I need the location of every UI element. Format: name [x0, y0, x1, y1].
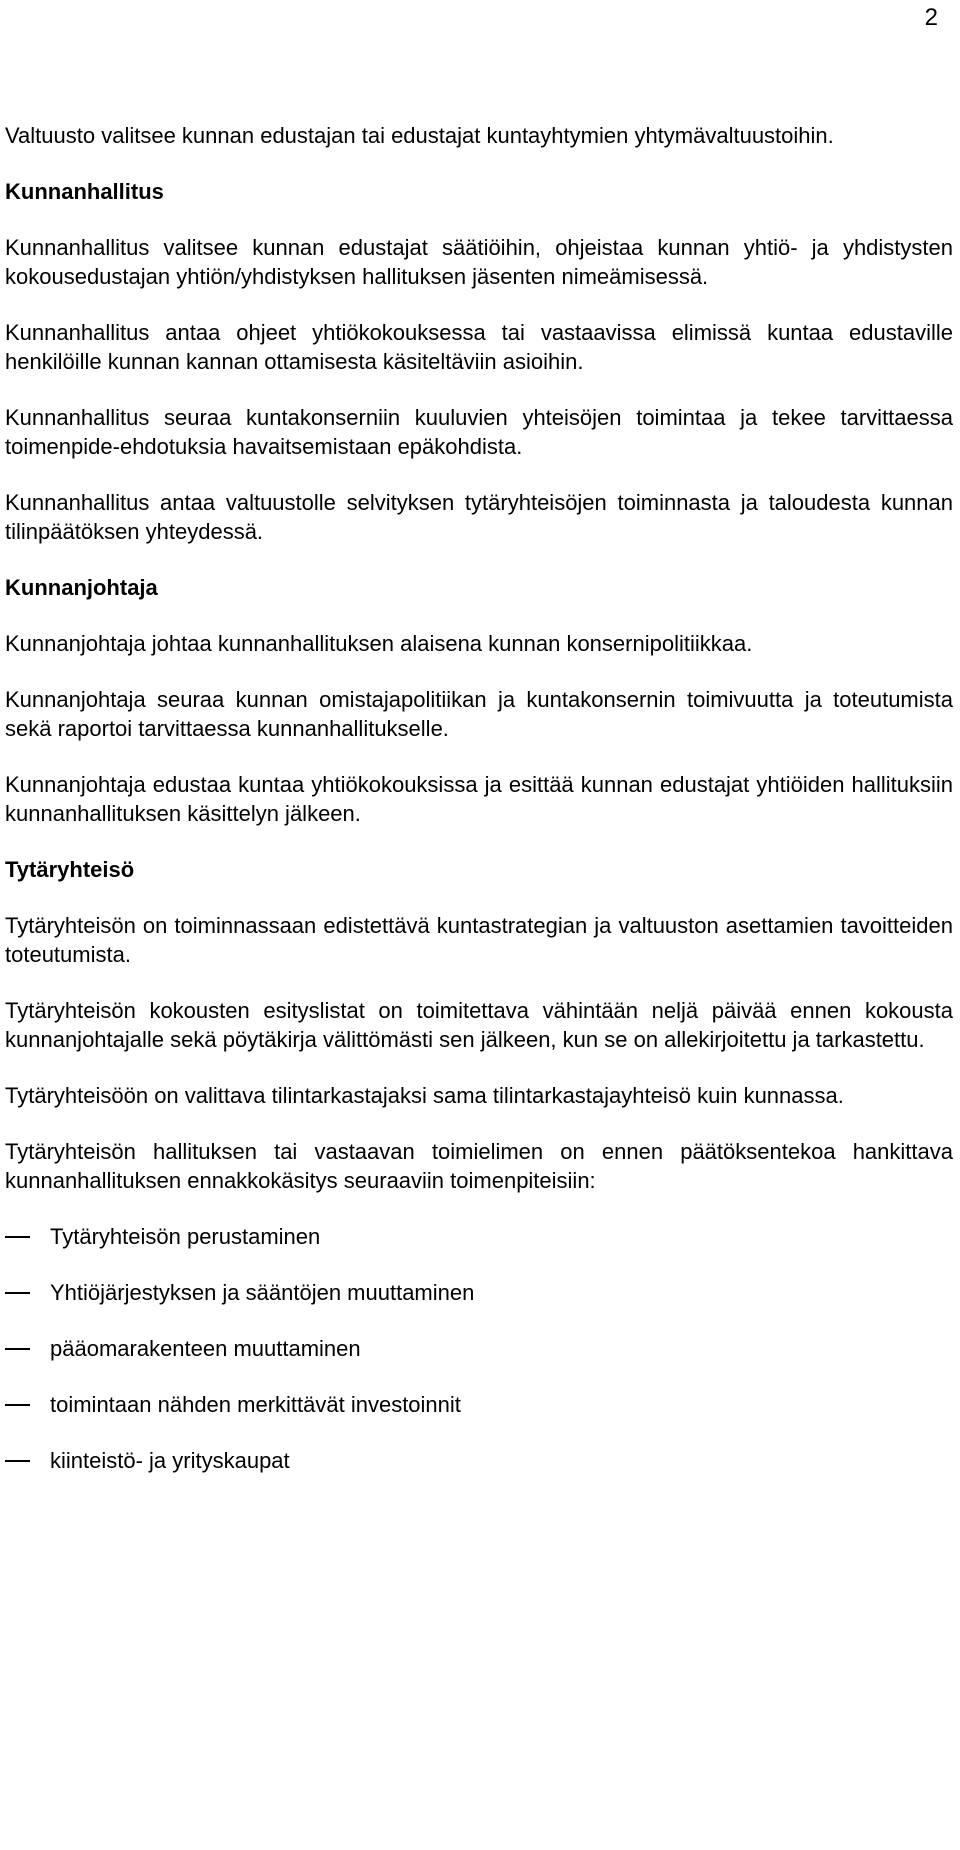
dash-bullet-icon — [5, 1460, 30, 1462]
list-item-text: Yhtiöjärjestyksen ja sääntöjen muuttaminen — [50, 1280, 475, 1305]
kunnanhallitus-paragraph-4: Kunnanhallitus antaa valtuustolle selvityksen tytäryhteisöjen toiminnasta ja taloudesta kunnan tilinpäätöksen yhteydessä. — [5, 490, 953, 544]
list-item — [5, 1390, 953, 1419]
list-item — [5, 1278, 953, 1307]
dash-bullet-icon — [5, 1292, 30, 1294]
list-item-text: pääomarakenteen muuttaminen — [50, 1336, 361, 1361]
measures-list — [5, 1222, 953, 1475]
heading-kunnanhallitus: Kunnanhallitus — [5, 179, 164, 204]
dash-bullet-icon — [5, 1404, 30, 1406]
kunnanhallitus-paragraph-1: Kunnanhallitus valitsee kunnan edustajat säätiöihin, ohjeistaa kunnan yhtiö- ja yhdistysten kokousedustajan yhtiön/yhdistyksen hallituksen jäsenten nimeämisessä. — [5, 235, 953, 289]
tytaryhteiso-paragraph-2: Tytäryhteisön kokousten esityslistat on toimitettava vähintään neljä päivää ennen kokousta kunnanjohtajalle sekä pöytäkirja välittömästi sen jälkeen, kun se on allekirjoitettu ja tarkastettu. — [5, 998, 953, 1052]
dash-bullet-icon — [5, 1236, 30, 1238]
dash-bullet-icon — [5, 1348, 30, 1350]
kunnanhallitus-paragraph-2: Kunnanhallitus antaa ohjeet yhtiökokouksessa tai vastaavissa elimissä kuntaa edustaville henkilöille kunnan kannan ottamisesta käsiteltäviin asioihin. — [5, 320, 953, 374]
kunnanhallitus-paragraph-3: Kunnanhallitus seuraa kuntakonserniin kuuluvien yhteisöjen toimintaa ja tekee tarvittaessa toimenpide-ehdotuksia havaitsemistaan epäkohdista. — [5, 405, 953, 459]
heading-kunnanjohtaja: Kunnanjohtaja — [5, 575, 158, 600]
tytaryhteiso-paragraph-1: Tytäryhteisön on toiminnassaan edistettävä kuntastrategian ja valtuuston asettamien tavoitteiden toteutumista. — [5, 913, 953, 967]
kunnanjohtaja-paragraph-2: Kunnanjohtaja seuraa kunnan omistajapolitiikan ja kuntakonsernin toimivuutta ja toteutumista sekä raportoi tarvittaessa kunnanhallitukselle. — [5, 687, 953, 741]
list-item-text: Tytäryhteisön perustaminen — [50, 1224, 321, 1249]
page-number: 2 — [924, 4, 938, 31]
tytaryhteiso-paragraph-4: Tytäryhteisön hallituksen tai vastaavan toimielimen on ennen päätöksentekoa hankittava kunnanhallituksen ennakkokäsitys seuraaviin toimenpiteisiin: — [5, 1139, 953, 1193]
list-item — [5, 1222, 953, 1251]
list-item — [5, 1446, 953, 1475]
list-item — [5, 1334, 953, 1363]
heading-tytaryhteiso: Tytäryhteisö — [5, 857, 135, 882]
intro-paragraph: Valtuusto valitsee kunnan edustajan tai edustajat kuntayhtymien yhtymävaltuustoihin. — [5, 123, 834, 148]
tytaryhteiso-paragraph-3: Tytäryhteisöön on valittava tilintarkastajaksi sama tilintarkastajayhteisö kuin kunnassa. — [5, 1083, 844, 1108]
kunnanjohtaja-paragraph-1: Kunnanjohtaja johtaa kunnanhallituksen alaisena kunnan konsernipolitiikkaa. — [5, 631, 753, 656]
list-item-text: toimintaan nähden merkittävät investoinnit — [50, 1392, 461, 1417]
kunnanjohtaja-paragraph-3: Kunnanjohtaja edustaa kuntaa yhtiökokouksissa ja esittää kunnan edustajat yhtiöiden hallituksiin kunnanhallituksen käsittelyn jälkeen. — [5, 772, 953, 826]
document-body — [5, 121, 953, 1502]
list-item-text: kiinteistö- ja yrityskaupat — [50, 1448, 290, 1473]
